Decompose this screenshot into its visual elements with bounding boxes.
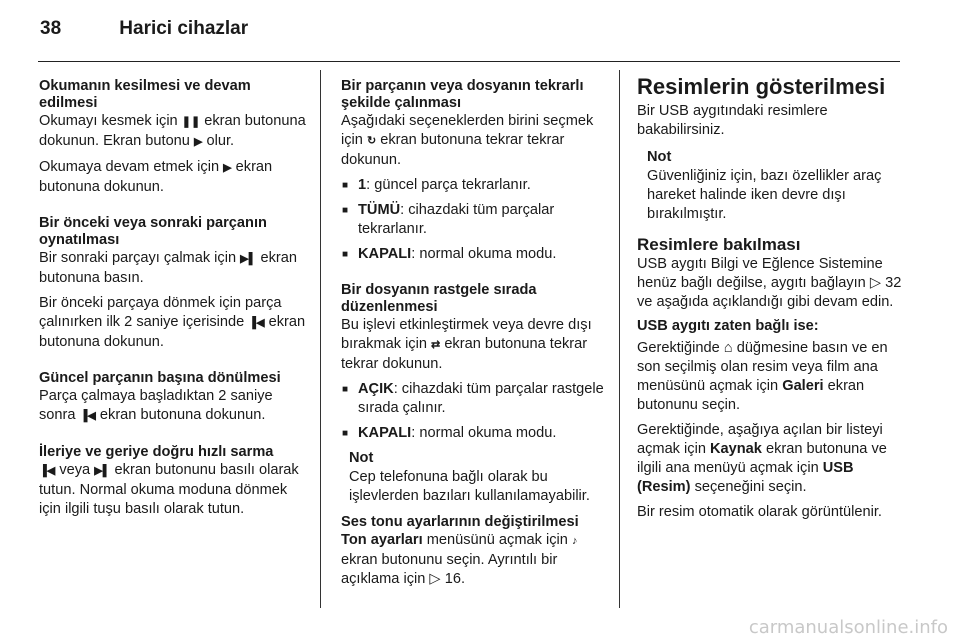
paragraph: USB aygıtı Bilgi ve Eğlence Sistemine henüz bağlı değilse, aygıtı bağlayın ▷ 32 ve aşağıda açıklandığı gibi devam edin. [637, 256, 902, 310]
note-title: Not [349, 450, 374, 466]
chapter-title: Resimlerin gösterilmesi [637, 74, 886, 99]
next-track-icon: ▶▌ [94, 465, 111, 477]
list-item: ■ 1: güncel parça tekrarlanır. [341, 176, 607, 195]
section-heading: İleriye ve geriye doğru hızlı sarma [39, 444, 274, 460]
play-icon: ▶ [193, 136, 203, 148]
list-item: ■ KAPALI: normal okuma modu. [341, 245, 607, 264]
page-title: Harici cihazlar [119, 18, 249, 39]
column-2 [341, 78, 607, 595]
note-title: Not [647, 149, 672, 165]
column-divider [320, 70, 321, 608]
section-heading: Güncel parçanın başına dönülmesi [39, 370, 281, 386]
paragraph: Gerektiğinde, aşağıya açılan bir listeyi açmak için Kaynak ekran butonuna ve ilgili ana menüyü açmak için USB (Resim) seçeneğini seçin. [637, 422, 887, 495]
note-text: Cep telefonuna bağlı olarak bu işlevlerden bazıları kullanılamayabilir. [349, 469, 590, 504]
paragraph: Ton ayarları menüsünü açmak için ♪ ekran butonunu seçin. Ayrıntılı bir açıklama için ▷ 16. [341, 532, 578, 587]
paragraph: Bir önceki parçaya dönmek için parça çalınırken ilk 2 saniye içerisinde ▐◀ ekran butonuna dokunun. [39, 295, 306, 350]
pause-icon: ❚❚ [181, 116, 201, 128]
column-divider [619, 70, 620, 608]
section-heading: USB aygıtı zaten bağlı ise: [637, 318, 819, 334]
paragraph: ▐◀ veya ▶▌ ekran butonunu basılı olarak tutun. Normal okuma moduna dönmek için ilgili tuşu basılı olarak tutun. [39, 462, 299, 517]
note-text: Güvenliğiniz için, bazı özellikler araç hareket halinde iken devre dışı bırakılmıştır. [647, 168, 882, 222]
paragraph: Okumaya devam etmek için ▶ ekran butonuna dokunun. [39, 159, 273, 195]
paragraph: Bir sonraki parçayı çalmak için ▶▌ ekran butonuna basın. [39, 250, 297, 286]
page-number: 38 [40, 18, 62, 39]
home-icon: ⌂ [723, 340, 733, 356]
paragraph: Parça çalmaya başladıktan 2 saniye sonra ▐◀ ekran butonuna dokunun. [39, 388, 273, 423]
play-icon: ▶ [223, 162, 232, 174]
paragraph: Bir resim otomatik olarak görüntülenir. [637, 504, 882, 520]
section-heading: Bir dosyanın rastgele sırada düzenlenmesi [341, 282, 537, 315]
list-item: ■ TÜMÜ: cihazdaki tüm parçalar tekrarlanır. [341, 201, 607, 239]
repeat-icon: ↻ [366, 135, 377, 147]
column-3 [637, 74, 909, 528]
previous-track-icon: ▐◀ [39, 465, 56, 477]
page-reference-icon: ▷ [429, 571, 441, 587]
section-heading: Ses tonu ayarlarının değiştirilmesi [341, 514, 579, 530]
note-box [349, 449, 607, 506]
watermark: carmanualsonline.info [748, 617, 948, 638]
note-box [647, 148, 909, 224]
column-1 [39, 78, 307, 525]
paragraph: Gerektiğinde ⌂ düğmesine basın ve en son seçilmiş olan resim veya film ana menüsünü açmak için Galeri ekran butonunu seçin. [637, 340, 888, 413]
paragraph: Bu işlevi etkinleştirmek veya devre dışı bırakmak için ⇄ ekran butonuna tekrar tekrar dokunun. [341, 317, 592, 372]
section-heading: Bir önceki veya sonraki parçanın oynatılması [39, 215, 267, 248]
header-rule [38, 61, 900, 62]
section-title: Resimlere bakılması [637, 235, 801, 254]
paragraph: Bir USB aygıtındaki resimlere bakabilirsiniz. [637, 103, 828, 138]
paragraph: Okumayı kesmek için ❚❚ ekran butonuna dokunun. Ekran butonu ▶ olur. [39, 113, 306, 149]
previous-track-icon: ▐◀ [79, 410, 96, 422]
list-item: ■ AÇIK: cihazdaki tüm parçalar rastgele sırada çalınır. [341, 380, 607, 418]
page-header [40, 18, 248, 40]
previous-track-icon: ▐◀ [248, 317, 265, 329]
page-reference-icon: ▷ [869, 275, 882, 291]
section-heading: Okumanın kesilmesi ve devam edilmesi [39, 78, 251, 111]
list-item: ■ KAPALI: normal okuma modu. [341, 424, 607, 443]
section-heading: Bir parçanın veya dosyanın tekrarlı şekilde çalınması [341, 78, 584, 111]
tone-settings-icon: ♪ [571, 535, 578, 547]
shuffle-icon: ⇄ [431, 339, 441, 351]
next-track-icon: ▶▌ [240, 253, 257, 265]
paragraph: Aşağıdaki seçeneklerden birini seçmek için ↻ ekran butonuna tekrar tekrar dokunun. [341, 113, 594, 168]
